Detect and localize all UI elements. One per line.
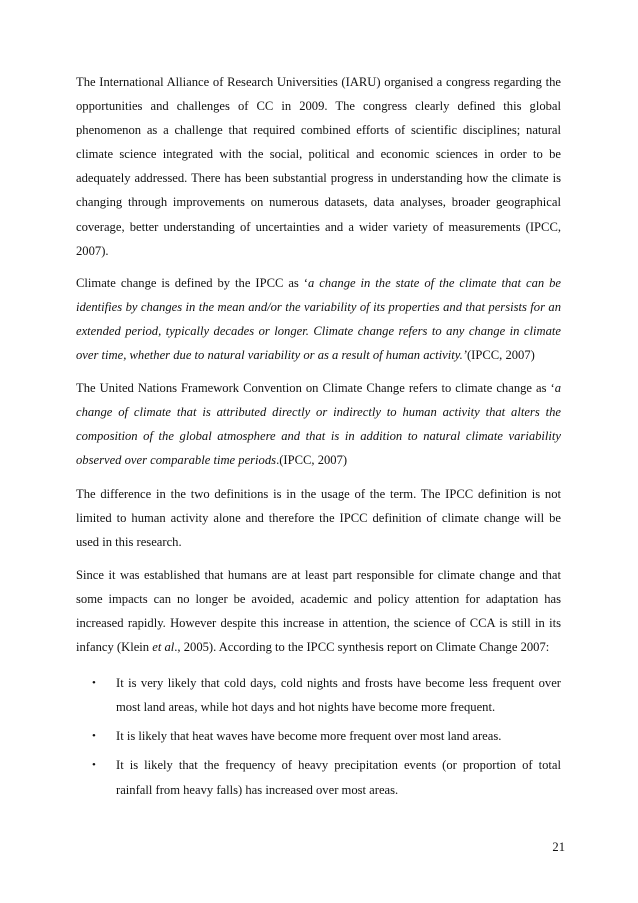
- list-item: [76, 753, 561, 801]
- paragraph-adaptation-attention: [76, 563, 561, 659]
- unfccc-definition-lead: The United Nations Framework Convention on Climate Change refers to climate change as ‘: [76, 381, 555, 396]
- paragraph-ipcc-definition: [76, 271, 561, 367]
- bullet-icon: •: [92, 677, 96, 690]
- list-item-text: It is very likely that cold days, cold nights and frosts have become less frequent over most land areas, while hot days and hot nights have become more frequent.: [116, 676, 561, 715]
- bullet-icon: •: [92, 759, 96, 772]
- paragraph-definition-difference: [76, 482, 561, 554]
- paragraph-iaru-congress-text: The International Alliance of Research Universities (IARU) organised a congress regarding the opportunities and challenges of CC in 2009. The congress clearly defined this global phenomenon as a challenge that required combined efforts of scientific disciplines; natural climate science integrated with the social, political and economic sciences in order to be adequately addressed. There has been substantial progress in understanding how the climate is changing through improvements on numerous datasets, data analyses, broader geographical coverage, better understanding of uncertainties and a wider variety of measurements (IPCC, 2007).: [76, 75, 561, 258]
- ipcc-definition-quote: a change in the state of the climate that can be identifies by changes in the mean and/or the variability of its properties and that persists for an extended period, typically decades or longer. Climate change refers to any change in climate over time, whether due to natural variability or as a result of human activity.’: [76, 275, 562, 363]
- page-number: 21: [552, 840, 565, 854]
- paragraph-iaru-congress: [76, 70, 561, 263]
- ipcc-definition-lead: Climate change is defined by the IPCC as ‘: [76, 275, 308, 290]
- unfccc-definition-citation: .(IPCC, 2007): [276, 453, 348, 468]
- ipcc-findings-list: [76, 671, 561, 801]
- adaptation-attention-lead: Since it was established that humans are at least part responsible for climate change and that some impacts can no longer be avoided, academic and policy attention for adaptation has increased rapidly. However despite this increase in attention, the science of CCA is still in its infancy (Klein: [76, 567, 561, 655]
- ipcc-definition-citation: (IPCC, 2007): [466, 348, 535, 363]
- unfccc-definition-quote: a change of climate that is attributed directly or indirectly to human activity that alters the composition of the global atmosphere and that is in addition to natural climate variability observed over comparable time periods: [76, 381, 561, 468]
- definition-difference-text: The difference in the two definitions is in the usage of the term. The IPCC definition is not limited to human activity alone and therefore the IPCC definition of climate change will be used in this research.: [76, 486, 561, 549]
- adaptation-attention-tail: ., 2005). According to the IPCC synthesis report on Climate Change 2007:: [174, 640, 550, 655]
- paragraph-unfccc-definition: [76, 376, 561, 472]
- body-text: [76, 70, 561, 807]
- list-item-text: It is likely that the frequency of heavy precipitation events (or proportion of total rainfall from heavy falls) has increased over most areas.: [116, 758, 561, 797]
- bullet-icon: •: [92, 730, 96, 743]
- list-item: [76, 671, 561, 719]
- list-item-text: It is likely that heat waves have become more frequent over most land areas.: [116, 729, 502, 744]
- adaptation-attention-etal: et al: [152, 640, 175, 655]
- list-item: [76, 724, 561, 748]
